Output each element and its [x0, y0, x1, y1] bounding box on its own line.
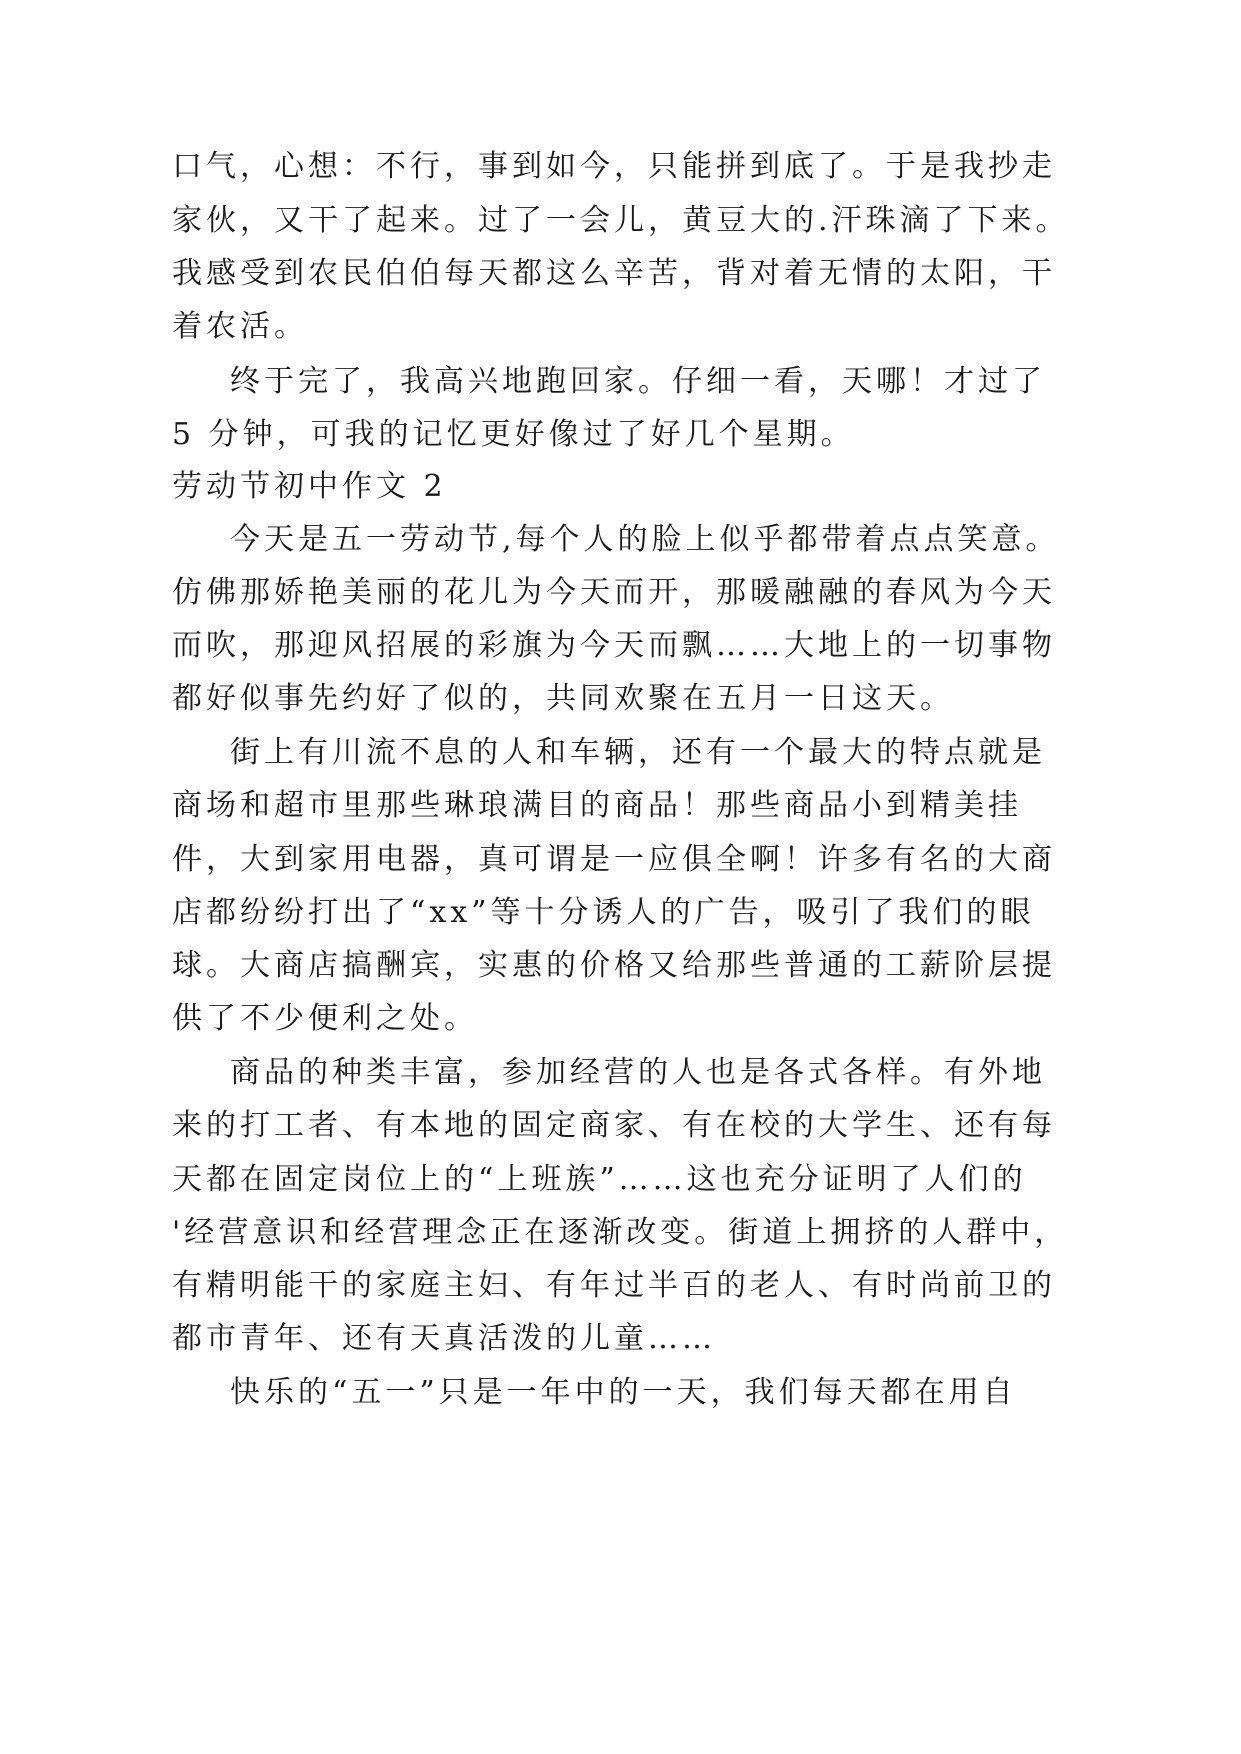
text-line: 快乐的“五一”只是一年中的一天，我们每天都在用自	[230, 1375, 1017, 1410]
text-line: '经营意识和经营理念正在逐渐改变。街道上拥挤的人群中，	[172, 1215, 1069, 1250]
text-line: 5 分钟，可我的记忆更好像过了好几个星期。	[172, 417, 855, 452]
text-line: 都市青年、还有天真活泼的儿童……	[172, 1321, 716, 1356]
text-line: 有精明能干的家庭主妇、有年过半百的老人、有时尚前卫的	[172, 1268, 1056, 1303]
text-line: 天都在固定岗位上的“上班族”……这也充分证明了人们的	[172, 1162, 1027, 1197]
text-line: 今天是五一劳动节,每个人的脸上似乎都带着点点笑意。	[230, 522, 1060, 557]
text-line: 着农活。	[172, 309, 308, 344]
text-line: 来的打工者、有本地的固定商家、有在校的大学生、还有每	[172, 1108, 1056, 1143]
text-line: 店都纷纷打出了“xx”等十分诱人的广告，吸引了我们的眼	[172, 895, 1035, 930]
text-line: 口气，心想：不行，事到如今，只能拼到底了。于是我抄走	[172, 149, 1056, 184]
section-heading: 劳动节初中作文 2	[172, 469, 447, 504]
text-line: 商品的种类丰富，参加经营的人也是各式各样。有外地	[230, 1055, 1046, 1090]
text-line: 都好似事先约好了似的，共同欢聚在五月一日这天。	[172, 681, 954, 716]
text-line: 终于完了，我高兴地跑回家。仔细一看，天哪！才过了	[230, 364, 1046, 399]
text-line: 商场和超市里那些琳琅满目的商品！那些商品小到精美挂	[172, 788, 1022, 823]
text-line: 球。大商店搞酬宾，实惠的价格又给那些普通的工薪阶层提	[172, 948, 1056, 983]
text-line: 而吹，那迎风招展的彩旗为今天而飘……大地上的一切事物	[172, 628, 1056, 663]
text-line: 供了不少便利之处。	[172, 1001, 478, 1036]
text-line: 仿佛那娇艳美丽的花儿为今天而开，那暖融融的春风为今天	[172, 575, 1056, 610]
text-line: 我感受到农民伯伯每天都这么辛苦，背对着无情的太阳，干	[172, 256, 1056, 291]
text-line: 件，大到家用电器，真可谓是一应俱全啊！许多有名的大商	[172, 842, 1056, 877]
text-line: 街上有川流不息的人和车辆，还有一个最大的特点就是	[230, 735, 1046, 770]
text-line: 家伙，又干了起来。过了一会儿，黄豆大的.汗珠滴了下来。	[172, 203, 1070, 238]
